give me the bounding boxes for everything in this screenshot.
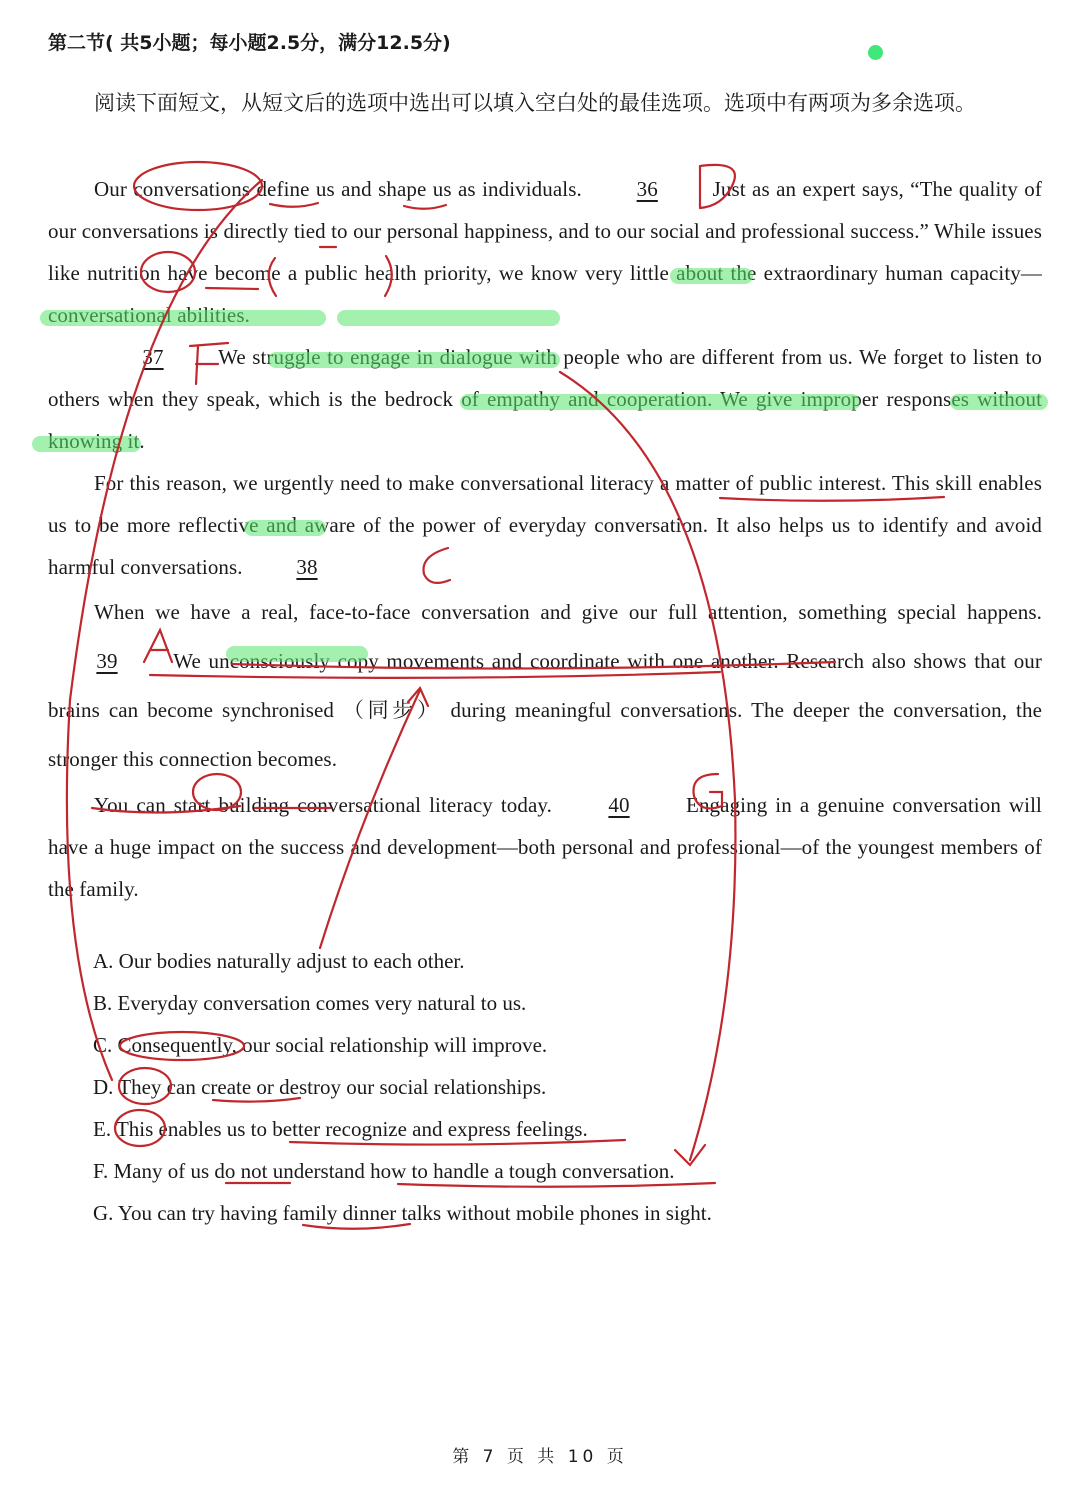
paragraph-text: Our conversations define us and shape us as individuals.	[94, 177, 589, 201]
answer-blank-39: 39	[96, 649, 118, 673]
passage-paragraph-4	[48, 588, 1042, 784]
option-e: E. This enables us to better recognize and express feelings.	[93, 1117, 588, 1141]
answer-blank-37: 37	[142, 345, 164, 369]
paragraph-text: When we have a real, face-to-face conversation and give our full attention, something special happens.	[94, 600, 1042, 624]
answer-blank-36: 36	[636, 177, 658, 201]
section-heading: 第二节( 共5小题；每小题2.5分，满分12.5分)	[48, 32, 451, 54]
option-b: B. Everyday conversation comes very natural to us.	[93, 991, 527, 1015]
answer-options	[93, 940, 993, 1234]
option-a: A. Our bodies naturally adjust to each other.	[93, 949, 465, 973]
paragraph-text: For this reason, we urgently need to make conversational literacy a matter of public interest. This skill enables us to be more reflective and aware of the power of everyday conversation. It also helps us to identify and avoid harmful conversations.	[48, 471, 1042, 579]
option-d: D. They can create or destroy our social relationships.	[93, 1075, 547, 1099]
paragraph-text: We struggle to engage in dialogue with people who are different from us. We forget to listen to others when they speak, which is the bedrock of empathy and cooperation. We give improper responses without knowing it.	[48, 345, 1042, 453]
answer-blank-40: 40	[608, 793, 630, 817]
passage-paragraph-5	[48, 784, 1042, 910]
option-g: G. You can try having family dinner talks without mobile phones in sight.	[93, 1201, 712, 1225]
page-number-footer: 第 7 页 共 10 页	[452, 1447, 628, 1467]
answer-blank-38: 38	[296, 555, 318, 579]
paragraph-text: You can start building conversational literacy today.	[94, 793, 561, 817]
paragraph-text: Just as an expert says, “The quality of our conversations is directly tied to our personal happiness, and to our social and professional success.” While issues like nutrition have become a public health priority, we know very little about the extraordinary human capacity—conversational abilities.	[48, 177, 1042, 327]
green-dot-mark	[868, 45, 883, 60]
passage-paragraph-3	[48, 462, 1042, 588]
paragraph-text: Engaging in a genuine conversation will have a huge impact on the success and development—both personal and professional—of the youngest members of the family.	[48, 793, 1042, 901]
passage-paragraph-1	[48, 168, 1042, 336]
instruction-text: 阅读下面短文，从短文后的选项中选出可以填入空白处的最佳选项。选项中有两项为多余选项。	[94, 91, 976, 115]
option-f: F. Many of us do not understand how to handle a tough conversation.	[93, 1159, 675, 1183]
option-c: C. Consequently, our social relationship will improve.	[93, 1033, 548, 1057]
reading-passage	[48, 168, 1042, 910]
passage-paragraph-2	[48, 336, 1042, 462]
paragraph-text: We unconsciously copy movements and coordinate with one another. Research also shows that our brains can become synchronised （同步） during meaningful conversations. The deeper the conversation, the stronger this connection becomes.	[48, 649, 1042, 771]
